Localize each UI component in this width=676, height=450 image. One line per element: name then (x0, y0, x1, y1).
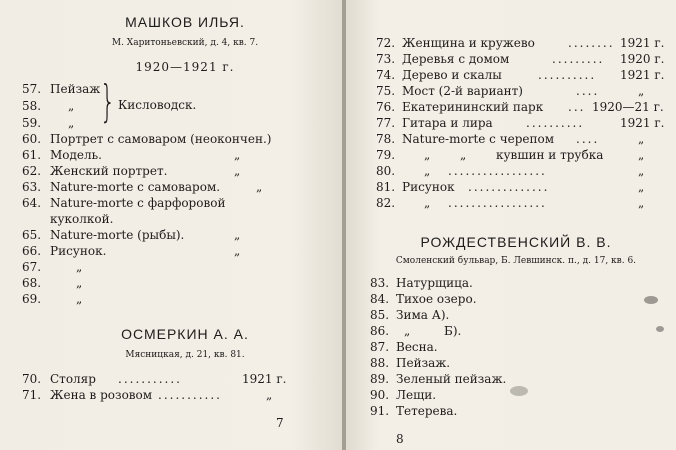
artist-heading-osmerkin: ОСМЕРКИН А. А. (121, 326, 249, 342)
ditto-mark: „ (638, 148, 645, 162)
list-item (376, 180, 672, 195)
item-title: Nature-morte (рыбы). (50, 228, 185, 242)
item-title: Тихое озеро. (396, 292, 477, 306)
ditto-mark: „ (68, 116, 75, 130)
list-item (376, 196, 672, 211)
ditto-mark: „ (424, 164, 431, 178)
item-title: Женский портрет. (50, 164, 168, 178)
ditto-mark: „ (76, 276, 83, 290)
item-title: Деревья с домом (402, 52, 510, 66)
leader-dots: ................. (448, 196, 547, 210)
item-year: 1920 г. (620, 52, 665, 66)
item-year: 1920—21 г. (592, 100, 664, 114)
list-item (370, 276, 650, 291)
leader-dots: ... (568, 100, 586, 114)
list-item (376, 132, 672, 147)
item-number: 74. (376, 68, 396, 82)
leader-dots: ......... (552, 52, 605, 66)
ditto-mark: „ (638, 164, 645, 178)
list-item (22, 132, 332, 147)
list-item (376, 68, 672, 83)
item-title: Жена в розовом (50, 388, 153, 402)
artist-heading-rozhdestvensky: РОЖДЕСТВЕНСКИЙ В. В. (420, 234, 612, 250)
item-title: Nature-morte с самоваром. (50, 180, 221, 194)
leader-dots: ........... (158, 388, 222, 402)
item-number: 87. (370, 340, 390, 354)
ink-stain (656, 326, 664, 332)
item-number: 79. (376, 148, 396, 162)
list-item (376, 36, 672, 51)
item-number: 75. (376, 84, 396, 98)
brace-icon: } (100, 76, 116, 127)
item-number: 59. (22, 116, 42, 130)
item-title: Дерево и скалы (402, 68, 502, 82)
leader-dots: .......... (526, 116, 585, 130)
list-item (376, 84, 672, 99)
leader-dots: ........ (568, 36, 615, 50)
year-heading: 1920—1921 г. (135, 60, 235, 74)
item-number: 58. (22, 99, 42, 113)
item-number: 70. (22, 372, 42, 386)
list-item (370, 404, 650, 419)
item-number: 85. (370, 308, 390, 322)
item-number: 76. (376, 100, 396, 114)
item-title: кувшин и трубка (496, 148, 604, 162)
ditto-mark: „ (256, 180, 263, 194)
leader-dots: .............. (468, 180, 550, 194)
list-item (370, 308, 650, 323)
item-title: Nature-morte с фарфоровой (50, 196, 226, 210)
item-number: 66. (22, 244, 42, 258)
right-page (346, 0, 676, 450)
list-item (370, 356, 650, 371)
item-title: куколкой. (50, 212, 114, 226)
list-item (376, 164, 672, 179)
item-title: Екатерининский парк (402, 100, 544, 114)
list-item (376, 52, 672, 67)
item-title: Гитара и лира (402, 116, 493, 130)
list-item (22, 116, 322, 131)
list-item (22, 292, 322, 307)
item-title: Б). (444, 324, 462, 338)
item-number: 60. (22, 132, 42, 146)
item-number: 78. (376, 132, 396, 146)
list-item (22, 82, 322, 97)
list-item (370, 292, 650, 307)
ditto-mark: „ (76, 292, 83, 306)
item-number: 77. (376, 116, 396, 130)
item-number: 91. (370, 404, 390, 418)
list-item (370, 372, 650, 387)
item-title: Пейзаж. (396, 356, 451, 370)
item-number: 71. (22, 388, 42, 402)
item-year: 1921 г. (242, 372, 287, 386)
item-number: 89. (370, 372, 390, 386)
ditto-mark: „ (638, 132, 645, 146)
ditto-mark: „ (638, 84, 645, 98)
item-title: Натурщица. (396, 276, 473, 290)
item-number: 68. (22, 276, 42, 290)
ditto-mark: „ (424, 196, 431, 210)
artist-address-mashkov: М. Харитоньевский, д. 4, кв. 7. (111, 38, 259, 48)
item-title: Зеленый пейзаж. (396, 372, 507, 386)
item-year: 1921 г. (620, 36, 665, 50)
ditto-mark: „ (638, 196, 645, 210)
ditto-mark: „ (76, 260, 83, 274)
item-title: Столяр (50, 372, 96, 386)
list-item (376, 100, 672, 115)
item-number: 80. (376, 164, 396, 178)
item-title: Рисунок (402, 180, 455, 194)
item-number: 57. (22, 82, 42, 96)
item-title: Nature-morte с черепом (402, 132, 555, 146)
ditto-mark: „ (234, 244, 241, 258)
item-number: 69. (22, 292, 42, 306)
item-number: 64. (22, 196, 42, 210)
ditto-mark: „ (404, 324, 411, 338)
page-number: 8 (396, 432, 404, 446)
item-number: 61. (22, 148, 42, 162)
ditto-mark: „ (424, 148, 431, 162)
ditto-mark: „ (234, 228, 241, 242)
list-item (22, 244, 322, 259)
leader-dots: .... (576, 84, 600, 98)
ditto-mark: „ (68, 99, 75, 113)
list-item (22, 180, 322, 195)
item-number: 62. (22, 164, 42, 178)
item-number: 73. (376, 52, 396, 66)
page-number: 7 (276, 416, 284, 430)
artist-heading-mashkov: МАШКОВ ИЛЬЯ. (125, 14, 245, 30)
item-title: Портрет с самоваром (неокончен.) (50, 132, 272, 146)
leader-dots: ........... (118, 372, 182, 386)
item-number: 90. (370, 388, 390, 402)
leader-dots: .... (576, 132, 600, 146)
list-item (376, 148, 672, 163)
item-title: Зима А). (396, 308, 450, 322)
list-item (22, 148, 322, 163)
item-number: 83. (370, 276, 390, 290)
list-item (370, 324, 650, 339)
item-number: 86. (370, 324, 390, 338)
item-title: Женщина и кружево (402, 36, 535, 50)
item-number: 63. (22, 180, 42, 194)
list-item (22, 388, 322, 403)
artist-address-osmerkin: Мясницкая, д. 21, кв. 81. (125, 350, 245, 360)
item-year: 1921 г. (620, 68, 665, 82)
item-title: Тетерева. (396, 404, 458, 418)
ditto-mark: „ (266, 388, 273, 402)
item-title: Весна. (396, 340, 438, 354)
item-year: 1921 г. (620, 116, 665, 130)
item-number: 72. (376, 36, 396, 50)
list-item (22, 372, 322, 387)
item-number: 65. (22, 228, 42, 242)
list-item (376, 116, 672, 131)
ink-stain (510, 386, 528, 396)
item-number: 67. (22, 260, 42, 274)
item-title: Рисунок. (50, 244, 107, 258)
brace-label-kislovodsk: Кисловодск. (118, 98, 197, 112)
artist-address-rozhdestvensky: Смоленский бульвар, Б. Левшинск. п., д. 17, кв. 6. (395, 256, 637, 266)
item-number: 81. (376, 180, 396, 194)
ditto-mark: „ (234, 164, 241, 178)
ditto-mark: „ (234, 148, 241, 162)
item-title: Лещи. (396, 388, 437, 402)
list-item (22, 276, 322, 291)
list-item (22, 228, 322, 243)
ditto-mark: „ (638, 180, 645, 194)
item-number: 88. (370, 356, 390, 370)
ink-stain (644, 296, 658, 304)
item-number: 84. (370, 292, 390, 306)
list-item (370, 340, 650, 355)
leader-dots: .......... (538, 68, 597, 82)
item-title: Пейзаж (50, 82, 101, 96)
list-item (22, 196, 322, 211)
list-item (22, 164, 322, 179)
item-number: 82. (376, 196, 396, 210)
list-item (22, 260, 322, 275)
item-title: Модель. (50, 148, 102, 162)
list-item (22, 212, 322, 227)
item-title: Мост (2-й вариант) (402, 84, 523, 98)
ditto-mark: „ (460, 148, 467, 162)
leader-dots: ................. (448, 164, 547, 178)
